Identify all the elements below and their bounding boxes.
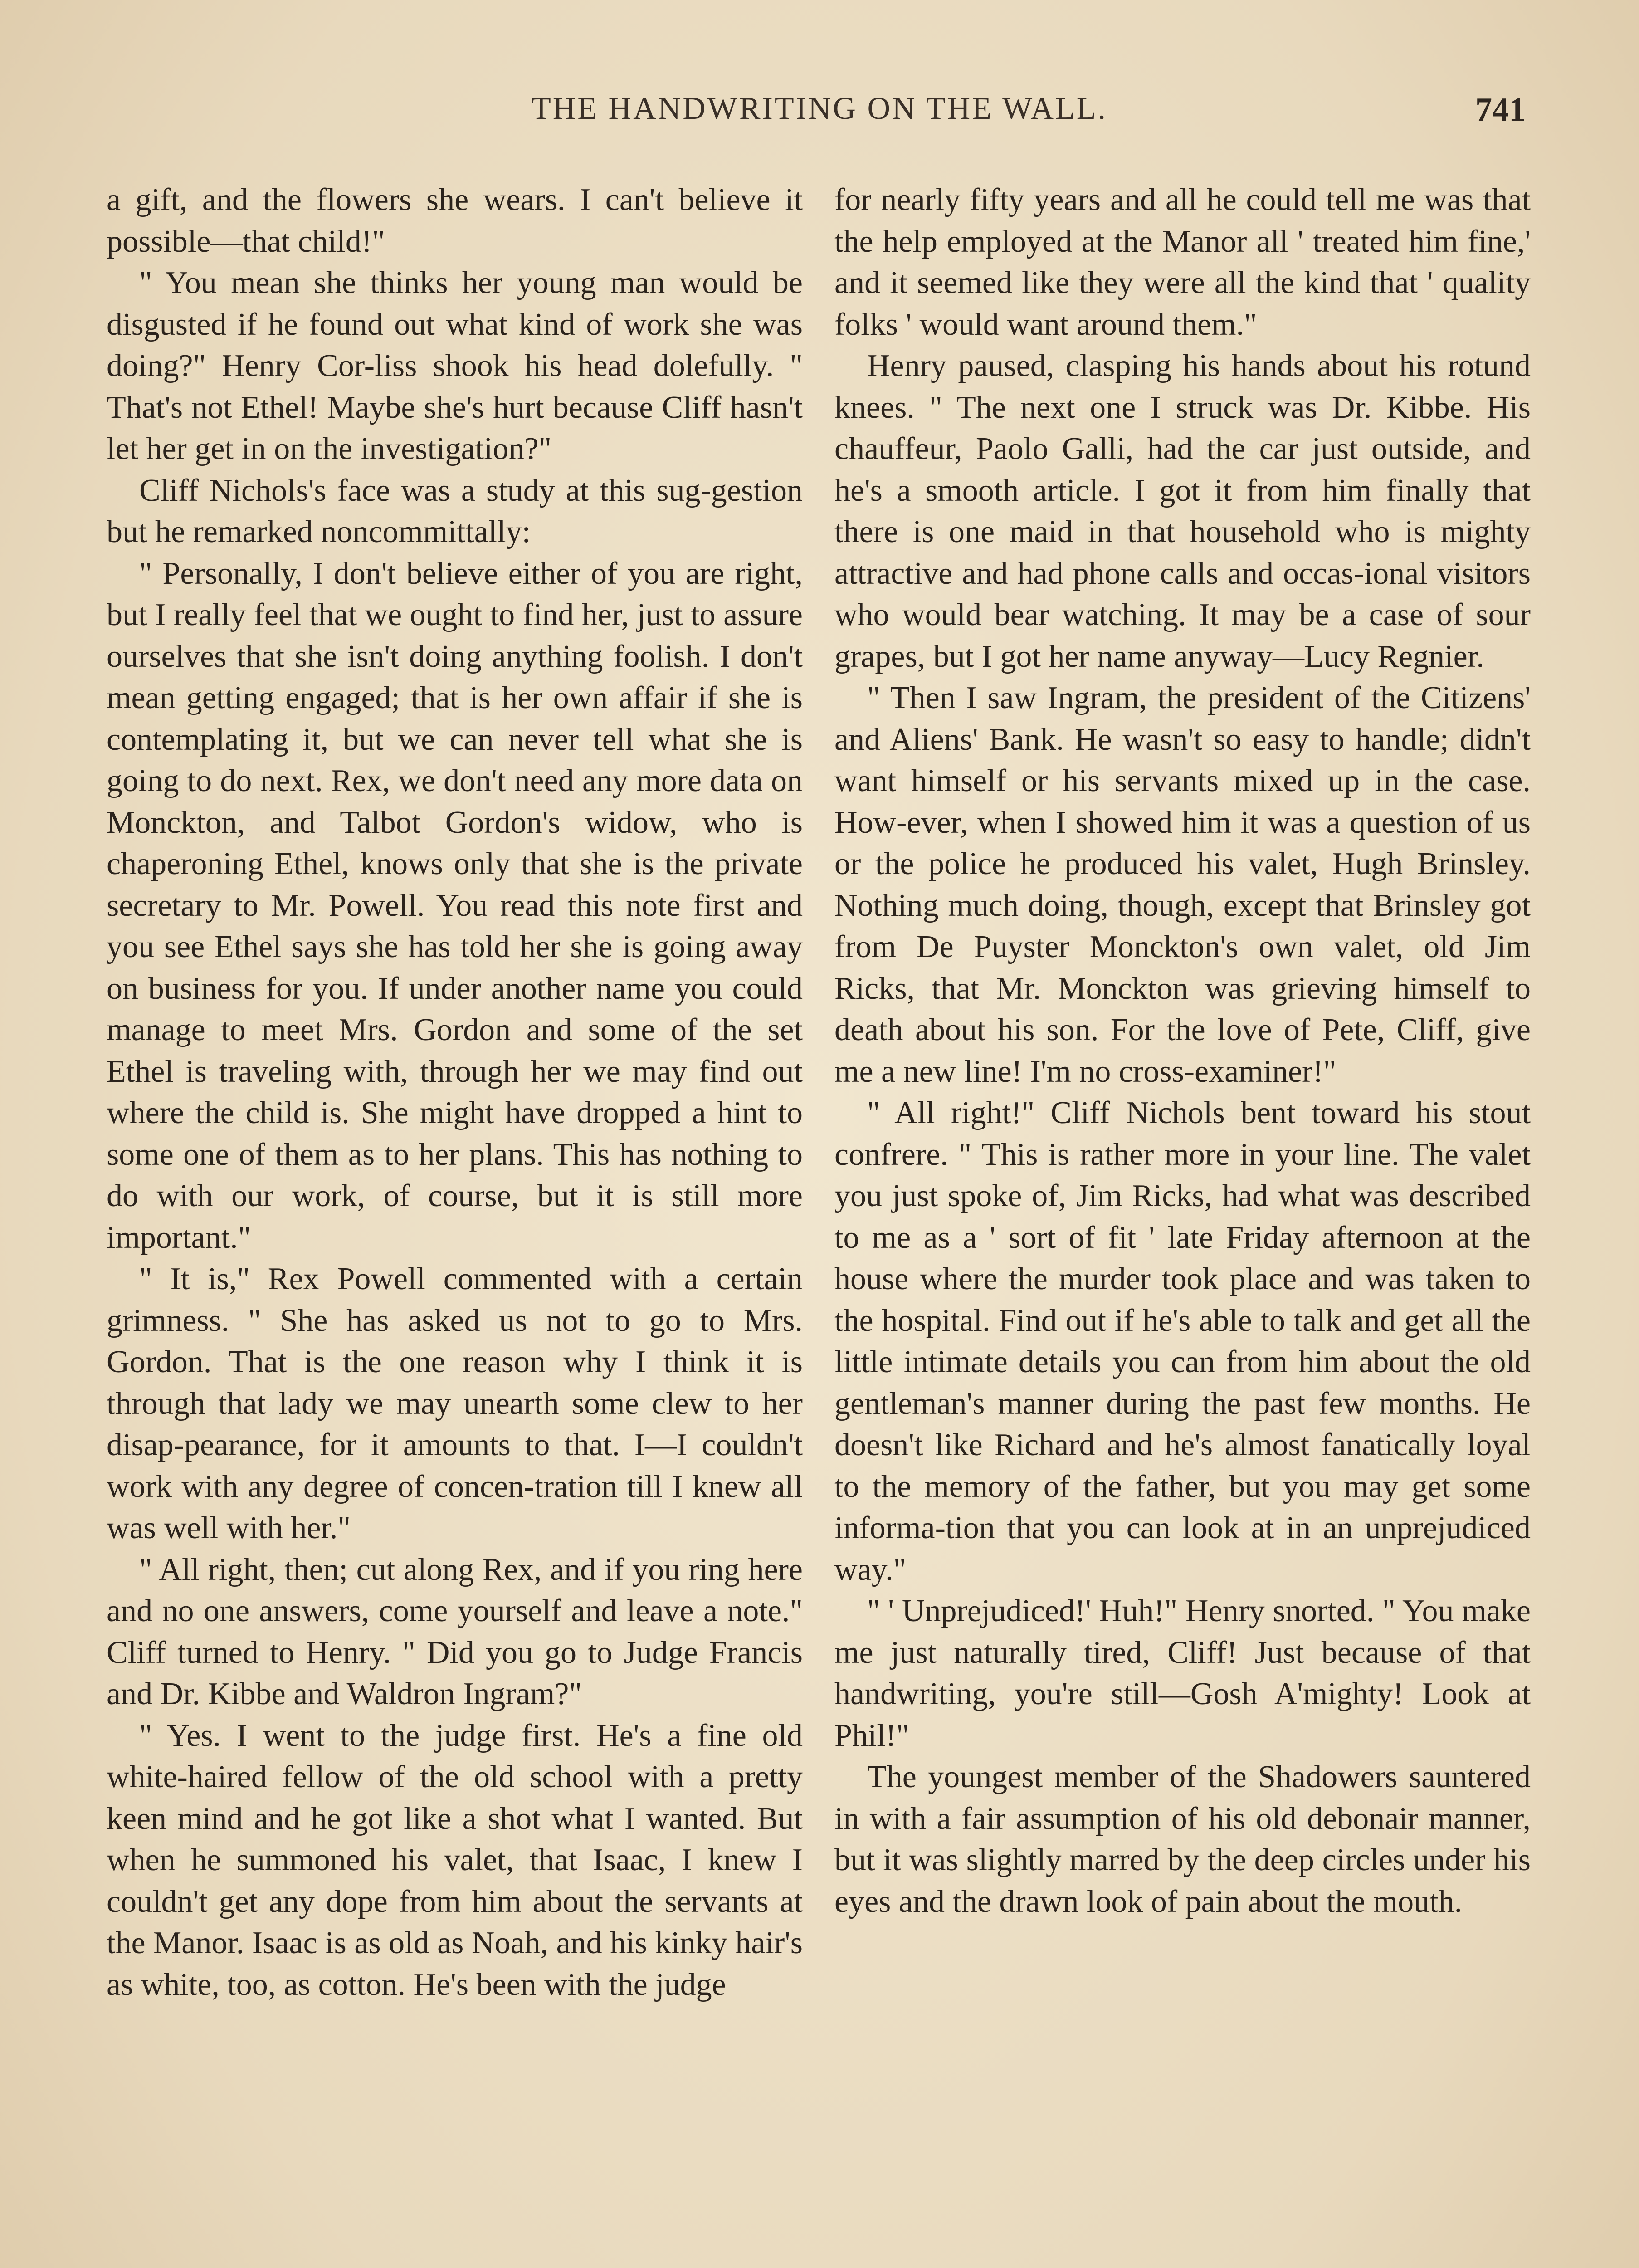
- right-column: [834, 179, 1531, 2268]
- paragraph: Cliff Nichols's face was a study at this sug-gestion but he remarked noncommittally:: [107, 473, 803, 549]
- paragraph: " It is," Rex Powell commented with a certain grimness. " She has asked us not to go to Mrs. Gordon. That is the one reason why I think it is through that lady we may unearth some clew to her disap-pearance, for it amounts to that. I—I couldn't work with any degree of concen-tration till I knew all was well with her.": [107, 1261, 803, 1545]
- paragraph: " Yes. I went to the judge first. He's a fine old white-haired fellow of the old school with a pretty keen mind and he got like a shot what I wanted. But when he summoned his valet, that Isaac, I knew I couldn't get any dope from him about the servants at the Manor. Isaac is as old as Noah, and his kinky hair's as white, too, as cotton. He's been with the judge: [107, 1718, 803, 2002]
- paragraph: " All right!" Cliff Nichols bent toward his stout confrere. " This is rather more in your line. The valet you just spoke of, Jim Ricks, had what was described to me as a ' sort of fit ' late Friday afternoon at the house where the murder took place and was taken to the hospital. Find out if he's able to talk and get all the little intimate details you can from him about the old gentleman's manner during the past few months. He doesn't like Richard and he's almost fanatically loyal to the memory of the father, but you may get some informa-tion that you can look at in an unprejudiced way.": [834, 1095, 1531, 1587]
- running-title: THE HANDWRITING ON THE WALL.: [531, 91, 1108, 126]
- paragraph: " Then I saw Ingram, the president of the Citizens' and Aliens' Bank. He wasn't so easy to handle; didn't want himself or his servants mixed up in the case. How-ever, when I showed him it was a question of us or the police he produced his valet, Hugh Brinsley. Nothing much doing, though, except that Brinsley got from De Puyster Monckton's own valet, old Jim Ricks, that Mr. Monckton was grieving himself to death about his son. For the love of Pete, Cliff, give me a new line! I'm no cross-examiner!": [834, 680, 1531, 1089]
- paragraph: " All right, then; cut along Rex, and if you ring here and no one answers, come yourself and leave a note." Cliff turned to Henry. " Did you go to Judge Francis and Dr. Kibbe and Waldron Ingram?": [107, 1552, 803, 1711]
- paragraph: for nearly fifty years and all he could tell me was that the help employed at the Manor all ' treated him fine,' and it seemed like they were all the kind that ' quality folks ' would want around them.": [834, 182, 1531, 342]
- paragraph: a gift, and the flowers she wears. I can't believe it possible—that child!": [107, 182, 803, 259]
- page-header: [109, 91, 1530, 141]
- paragraph: The youngest member of the Shadowers sauntered in with a fair assumption of his old debonair manner, but it was slightly marred by the deep circles under his eyes and the drawn look of pain about the mouth.: [834, 1760, 1531, 1919]
- page-number: 741: [1475, 91, 1526, 128]
- paragraph: Henry paused, clasping his hands about his rotund knees. " The next one I struck was Dr. Kibbe. His chauffeur, Paolo Galli, had the car just outside, and he's a smooth article. I got it from him finally that there is one maid in that household who is mighty attractive and had phone calls and occas-ional visitors who would bear watching. It may be a case of sour grapes, but I got her name anyway—Lucy Regnier.: [834, 348, 1531, 674]
- left-column: [107, 179, 803, 2268]
- paragraph: " ' Unprejudiced!' Huh!" Henry snorted. " You make me just naturally tired, Cliff! Just because of that handwriting, you're still—Gosh A'mighty! Look at Phil!": [834, 1593, 1531, 1753]
- paragraph: " You mean she thinks her young man would be disgusted if he found out what kind of work she was doing?" Henry Cor-liss shook his head dolefully. " That's not Ethel! Maybe she's hurt because Cliff hasn't let her get in on the investigation?": [107, 265, 803, 466]
- paragraph: " Personally, I don't believe either of you are right, but I really feel that we ought to find her, just to assure ourselves that she isn't doing anything foolish. I don't mean getting engaged; that is her own affair if she is contemplating it, but we can never tell what she is going to do next. Rex, we don't need any more data on Monckton, and Talbot Gordon's widow, who is chaperoning Ethel, knows only that she is the private secretary to Mr. Powell. You read this note first and you see Ethel says she has told her she is going away on business for you. If under another name you could manage to meet Mrs. Gordon and some of the set Ethel is traveling with, through her we may find out where the child is. She might have dropped a hint to some one of them as to her plans. This has nothing to do with our work, of course, but it is still more important.": [107, 556, 803, 1255]
- text-columns: [107, 179, 1531, 2268]
